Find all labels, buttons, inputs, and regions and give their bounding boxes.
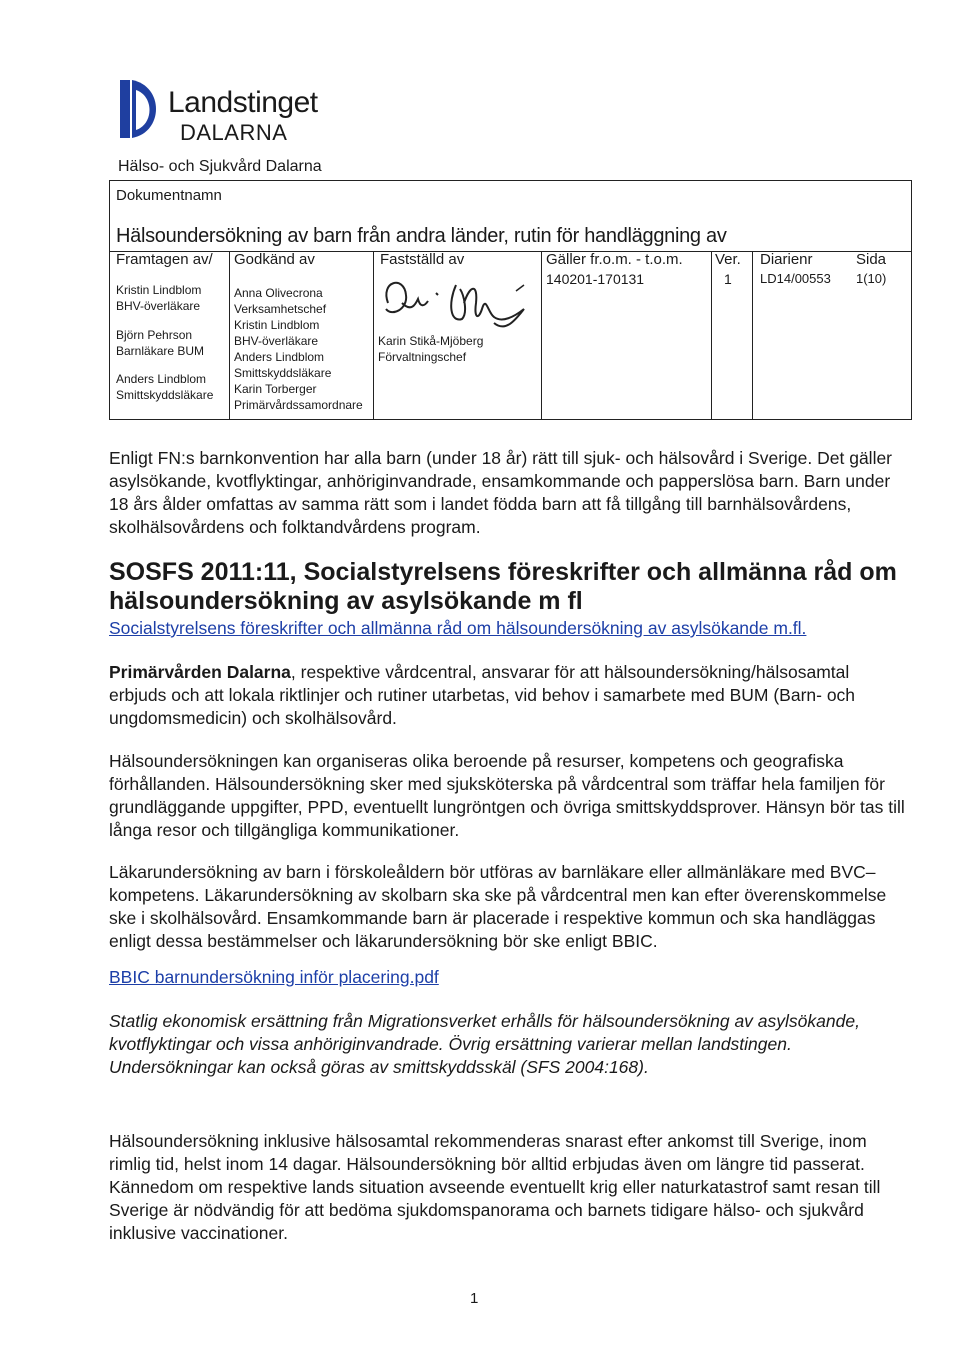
primary-care-paragraph	[109, 661, 909, 730]
author-role: Smittskyddsläkare	[116, 388, 214, 402]
col-divider	[752, 251, 753, 419]
author-role: BHV-överläkare	[116, 299, 201, 313]
faststalld-label: Fastställd av	[380, 251, 465, 268]
organisation-paragraph: Hälsoundersökningen kan organiseras olika beroende på resurser, kompetens och geografiska förhållanden. Hälsoundersökning sker med sjuksköterska på vårdcentral som träffar hela familjen för grundläggande uppgifter, PPD, eventuellt lungröntgen och övriga smittskyddsprover. Hänsyn bör tas till långa resor och tillgängliga kommunikationer.	[109, 751, 905, 840]
approver-name: Anders Lindblom	[234, 350, 325, 364]
approver-role: Primärvårdssamordnare	[234, 398, 363, 412]
sida-value: 1(10)	[856, 271, 887, 286]
establisher-name: Karin Stikå-Mjöberg	[378, 334, 484, 348]
logo-title: Landstinget	[168, 86, 318, 119]
doctor-exam-paragraph: Läkarundersökning av barn i förskoleåldern bör utföras av barnläkare eller allmänläkare med BVC–kompetens. Läkarundersökning av skolbarn ska ske på vårdcentral men kan efter överenskommelse ske i skolhälsovård. Ensamkommande barn är placerade i respektive kommun och ska handläggas enligt dessa bestämmelser och läkarundersökning bör ske enligt BBIC.	[109, 862, 887, 951]
document-header-table	[109, 180, 912, 420]
ver-value: 1	[724, 271, 732, 287]
approver-name: Kristin Lindblom	[234, 318, 320, 332]
author-role: Barnläkare BUM	[116, 344, 205, 358]
approver-name: Karin Torberger	[234, 382, 317, 396]
col-divider	[229, 251, 230, 419]
godkand-label: Godkänd av	[234, 251, 315, 268]
recommendation-paragraph: Hälsoundersökning inklusive hälsosamtal rekommenderas snarast efter ankomst till Sverige, inom rimlig tid, helst inom 14 dagar. Hälsoundersökning bör alltid erbjudas även om längre tid passerat. Kännedom om respektive lands situation avseende eventuellt krig eller naturkatastrof samt resan till Sverige är nödvändig för att bedöma sjukdomspanorama och barnets tidigare hälso- och sjukvård inklusive vaccinationer.	[109, 1131, 881, 1243]
col-divider	[711, 251, 712, 419]
docname-label: Dokumentnamn	[116, 187, 222, 204]
author-name: Björn Pehrson	[116, 328, 193, 342]
framtagen-label: Framtagen av/	[116, 251, 213, 268]
galler-label: Gäller fr.o.m. - t.o.m.	[546, 251, 683, 268]
approver-name: Anna Olivecrona	[234, 286, 323, 300]
sida-label: Sida	[856, 251, 887, 268]
bbic-link[interactable]: BBIC barnundersökning inför placering.pdf	[109, 967, 439, 987]
logo	[118, 76, 418, 146]
page-number: 1	[470, 1290, 479, 1307]
diarienr-value: LD14/00553	[760, 271, 831, 286]
compensation-paragraph: Statlig ekonomisk ersättning från Migrationsverket erhålls för hälsoundersökning av asylsökande, kvotflyktingar och vissa anhöriginvandrade. Övrig ersättning varierar mellan landstingen. Undersökningar kan också göras av smittskyddsskäl (SFS 2004:168).	[109, 1011, 860, 1077]
primary-care-label: Primärvården Dalarna	[109, 662, 291, 682]
galler-value: 140201-170131	[546, 271, 645, 287]
landstinget-logo-icon	[118, 76, 162, 146]
intro-paragraph: Enligt FN:s barnkonvention har alla barn (under 18 år) rätt till sjuk- och hälsovård i Sverige. Det gäller asylsökande, kvotflyktingar, anhöriginvandrade, ensamkommande och papperslösa barn. Barn under 18 års ålder omfattas av samma rätt som i landet födda barn att få tillgång till barnhälsovårdens, skolhälsovårdens och folktandvårdens program.	[109, 448, 893, 537]
author-name: Kristin Lindblom	[116, 283, 202, 297]
approver-role: BHV-överläkare	[234, 334, 319, 348]
organization-name: Hälso- och Sjukvård Dalarna	[118, 158, 322, 175]
approver-role: Smittskyddsläkare	[234, 366, 332, 380]
diarienr-label: Diarienr	[760, 251, 813, 268]
ver-label: Ver.	[715, 251, 741, 268]
sosfs-link[interactable]: Socialstyrelsens föreskrifter och allmänna råd om hälsoundersökning av asylsökande m.fl.	[109, 618, 807, 638]
document-title: Hälsoundersökning av barn från andra länder, rutin för handläggning av	[116, 225, 727, 247]
establisher-role: Förvaltningschef	[378, 350, 467, 364]
logo-subtitle: DALARNA	[180, 120, 288, 145]
primary-care-text: , respektive vårdcentral, ansvarar för att hälsoundersökning/hälsosamtal erbjuds och att lokala riktlinjer och rutiner utarbetas, vid behov i samarbete med BUM (Barn- och ungdomsmedicin) och skolhälsovård.	[109, 662, 856, 728]
col-divider	[373, 251, 374, 419]
author-name: Anders Lindblom	[116, 372, 207, 386]
section-heading: SOSFS 2011:11, Socialstyrelsens föreskrifter och allmänna råd om hälsoundersökning av asylsökande m fl	[109, 558, 897, 615]
approver-role: Verksamhetschef	[234, 302, 327, 316]
